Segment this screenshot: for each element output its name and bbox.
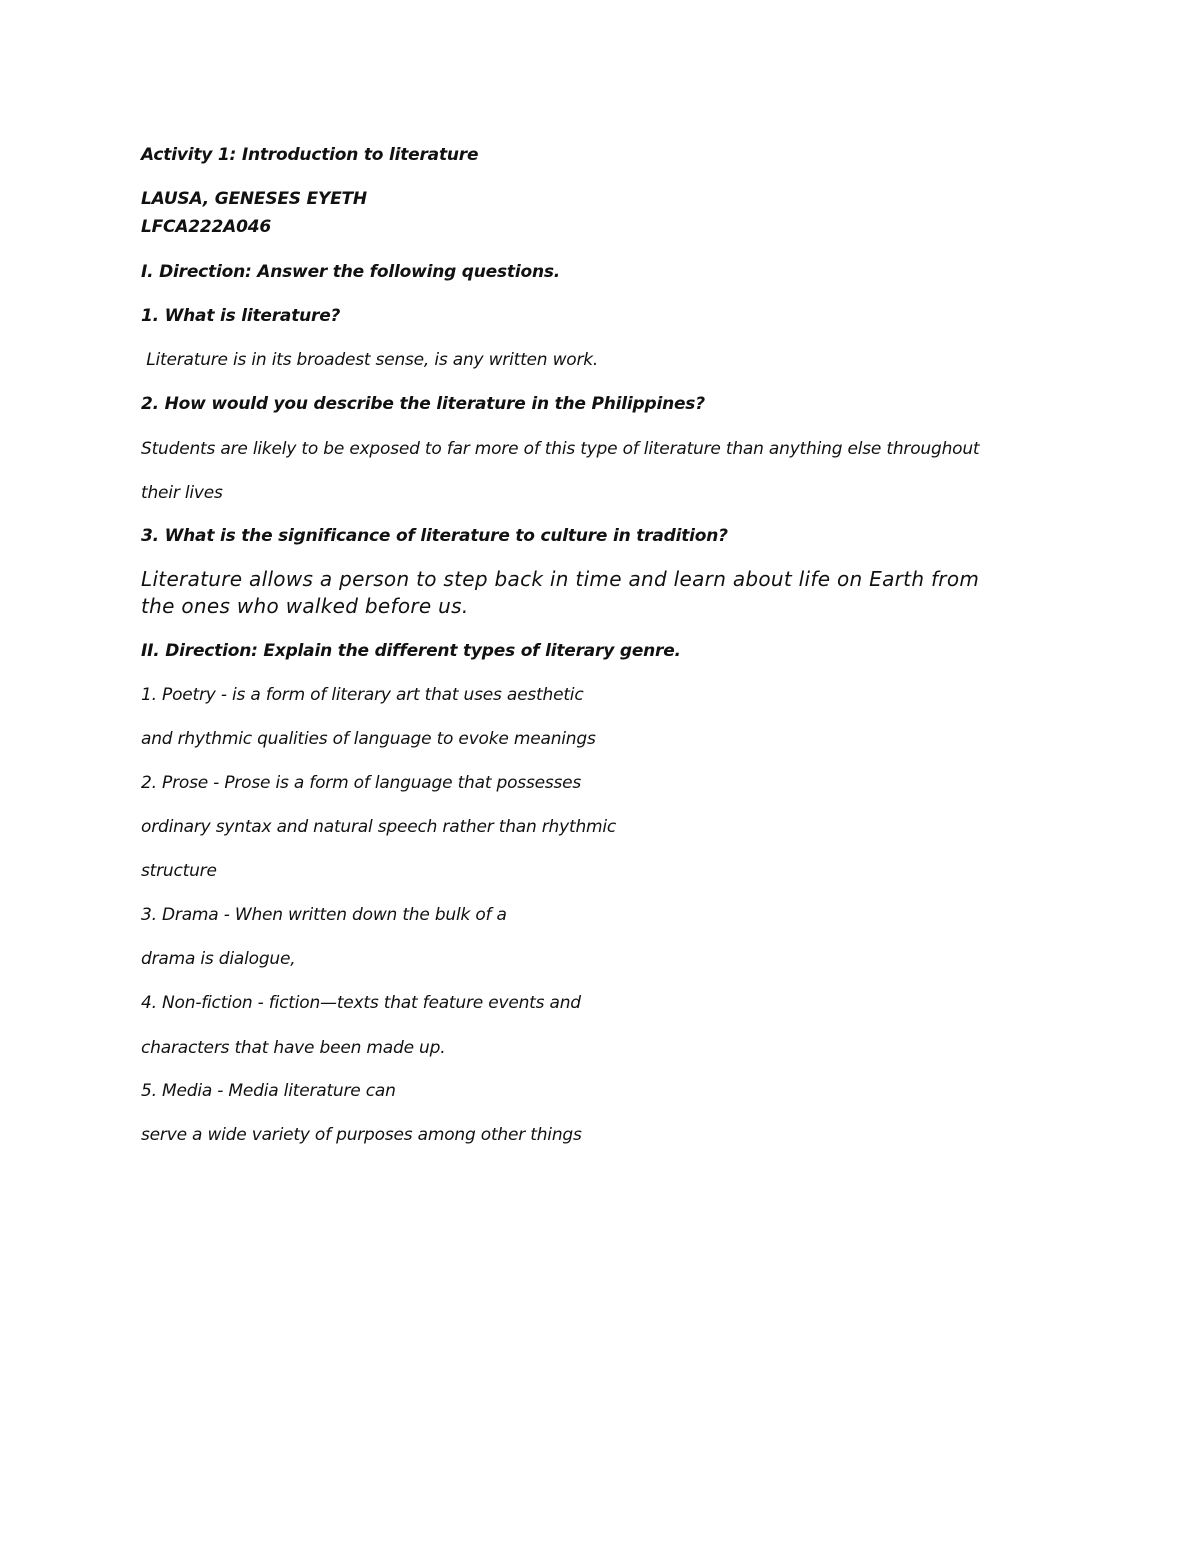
answer-2-line-2: their lives — [141, 483, 223, 503]
genre-line-6: 3. Drama - When written down the bulk of a — [141, 905, 507, 925]
genre-line-2: and rhythmic qualities of language to evoke meanings — [141, 729, 596, 749]
genre-line-11: serve a wide variety of purposes among other things — [141, 1125, 582, 1145]
genre-line-5: structure — [141, 861, 217, 881]
answer-3-line-2: the ones who walked before us. — [141, 594, 469, 618]
answer-2-line-1: Students are likely to be exposed to far more of this type of literature than anything else throughout — [141, 439, 980, 459]
part1-direction: I. Direction: Answer the following questions. — [141, 262, 561, 282]
genre-line-10: 5. Media - Media literature can — [141, 1081, 396, 1101]
genre-line-9: characters that have been made up. — [141, 1038, 446, 1058]
question-1: 1. What is literature? — [141, 306, 341, 326]
student-id: LFCA222A046 — [141, 217, 272, 237]
genre-line-3: 2. Prose - Prose is a form of language that possesses — [141, 773, 582, 793]
question-2: 2. How would you describe the literature in the Philippines? — [141, 394, 705, 414]
genre-line-4: ordinary syntax and natural speech rather than rhythmic — [141, 817, 617, 837]
question-3: 3. What is the significance of literature to culture in tradition? — [141, 526, 728, 546]
activity-title: Activity 1: Introduction to literature — [141, 145, 479, 165]
answer-1: Literature is in its broadest sense, is any written work. — [141, 350, 599, 370]
student-name: LAUSA, GENESES EYETH — [141, 189, 367, 209]
part2-direction: II. Direction: Explain the different types of literary genre. — [141, 641, 681, 661]
answer-3-line-1: Literature allows a person to step back in time and learn about life on Earth from — [141, 567, 980, 591]
answer-3 — [141, 566, 1041, 620]
genre-line-8: 4. Non-fiction - fiction—texts that feature events and — [141, 993, 581, 1013]
genre-line-7: drama is dialogue, — [141, 949, 296, 969]
genre-line-1: 1. Poetry - is a form of literary art that uses aesthetic — [141, 685, 584, 705]
